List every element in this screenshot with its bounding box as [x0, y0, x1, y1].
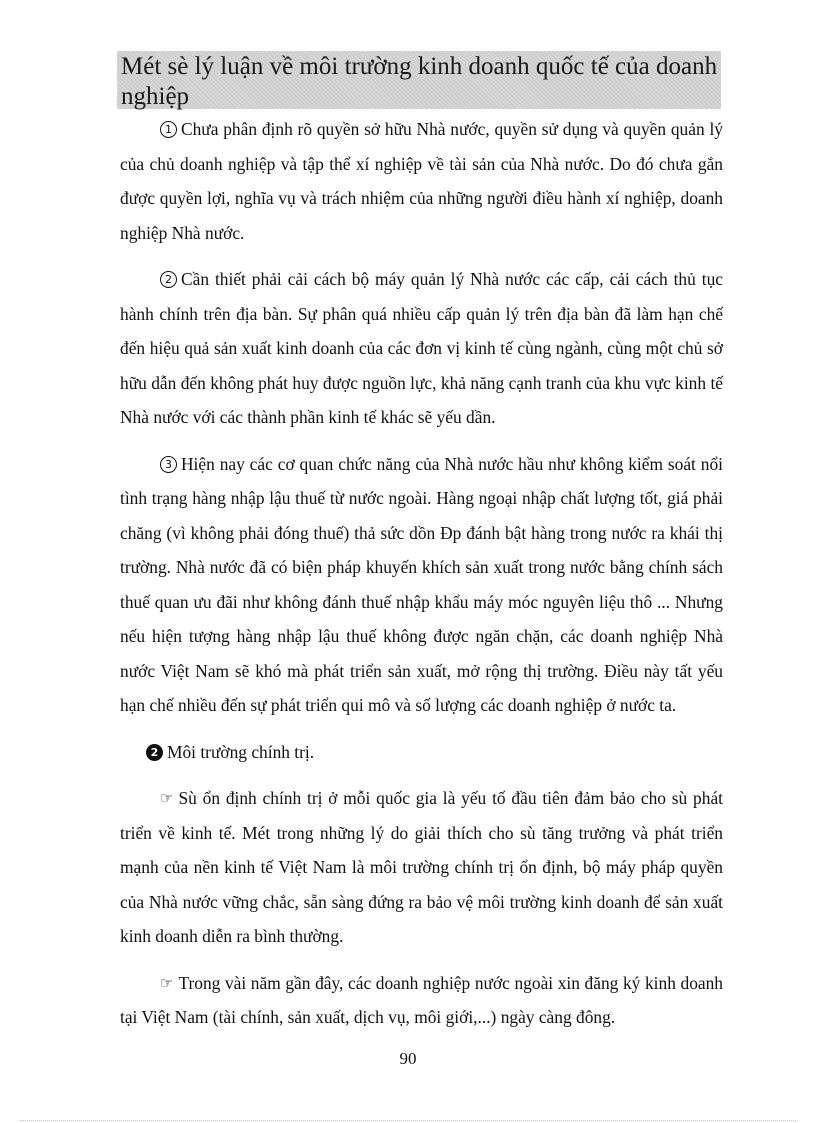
page-bottom-divider: [20, 1120, 796, 1121]
section-heading-text: Môi trường chính trị.: [167, 741, 315, 762]
bullet-2: [120, 966, 723, 1035]
section-heading: [120, 735, 723, 770]
page-title: Mét sè lý luận về môi trường kinh doanh quốc tế của doanh nghiệp: [121, 53, 718, 110]
circled-number-3-icon: 3: [160, 456, 177, 473]
page-number: 90: [399, 1049, 417, 1068]
paragraph-2-text: Cần thiết phải cải cách bộ máy quản lý Nhà nước các cấp, cải cách thủ tục hành chính trên địa bàn. Sự phân quá nhiều cấp quản lý trên địa bàn đã làm hạn chế đến hiệu quả sản xuất kinh doanh của các đơn vị kinh tế cùng ngành, cùng một chủ sở hữu dẫn đến không phát huy được nguồn lực, khả năng cạnh tranh của khu vực kinh tế Nhà nước với các thành phần kinh tế khác sẽ yếu dần.: [120, 269, 723, 427]
bullet-1: [120, 781, 723, 954]
hand-pointing-icon: ☞: [160, 789, 174, 807]
paragraph-3: [120, 447, 723, 723]
bullet-2-text: Trong vài năm gần đây, các doanh nghiệp nước ngoài xin đăng ký kinh doanh tại Việt Nam (tài chính, sản xuất, dịch vụ, môi giới,...) ngày càng đông.: [120, 972, 723, 1027]
bullet-1-text: Sù ổn định chính trị ở mỗi quốc gia là yếu tố đầu tiên đảm bảo cho sù phát triển về kinh tế. Mét trong những lý do giải thích cho sù tăng trưởng và phát triển mạnh của nền kinh tế Việt Nam là môi trường chính trị ổn định, bộ máy pháp quyền của Nhà nước vững chắc, sẵn sàng đứng ra bảo vệ môi trường kinh doanh để sản xuất kinh doanh diễn ra bình thường.: [120, 788, 723, 946]
paragraph-3-text: Hiện nay các cơ quan chức năng của Nhà nước hầu như không kiểm soát nổi tình trạng hàng nhập lậu thuế từ nước ngoài. Hàng ngoại nhập chất lượng tốt, giá phải chăng (vì không phải đóng thuế) thả sức dồn Đp đánh bật hàng trong nước ra khái thị trường. Nhà nước đã có biện pháp khuyến khích sản xuất trong nước bằng chính sách thuế quan ưu đãi như không đánh thuế nhập khẩu máy móc nguyên liệu thô ... Nhưng nếu hiện tượng hàng nhập lậu thuế không được ngăn chặn, các doanh nghiệp Nhà nước Việt Nam sẽ khó mà phát triển sản xuất, mở rộng thị trường. Điều này tất yếu hạn chế nhiều đến sự phát triển qui mô và số lượng các doanh nghiệp ở nước ta.: [120, 453, 723, 715]
circled-number-2-icon: 2: [160, 271, 177, 288]
filled-circled-number-2-icon: 2: [146, 744, 163, 761]
hand-pointing-icon: ☞: [160, 973, 174, 992]
body-text: [120, 112, 723, 1047]
paragraph-1: [120, 112, 723, 250]
circled-number-1-icon: 1: [160, 121, 177, 138]
paragraph-1-text: Chưa phân định rõ quyền sở hữu Nhà nước, quyền sử dụng và quyền quản lý của chủ doanh nghiệp và tập thể xí nghiệp về tài sản của Nhà nước. Do đó chưa gắn được quyền lợi, nghĩa vụ và trách nhiệm của những người điều hành xí nghiệp, doanh nghiệp Nhà nước.: [120, 119, 723, 243]
paragraph-2: [120, 262, 723, 435]
